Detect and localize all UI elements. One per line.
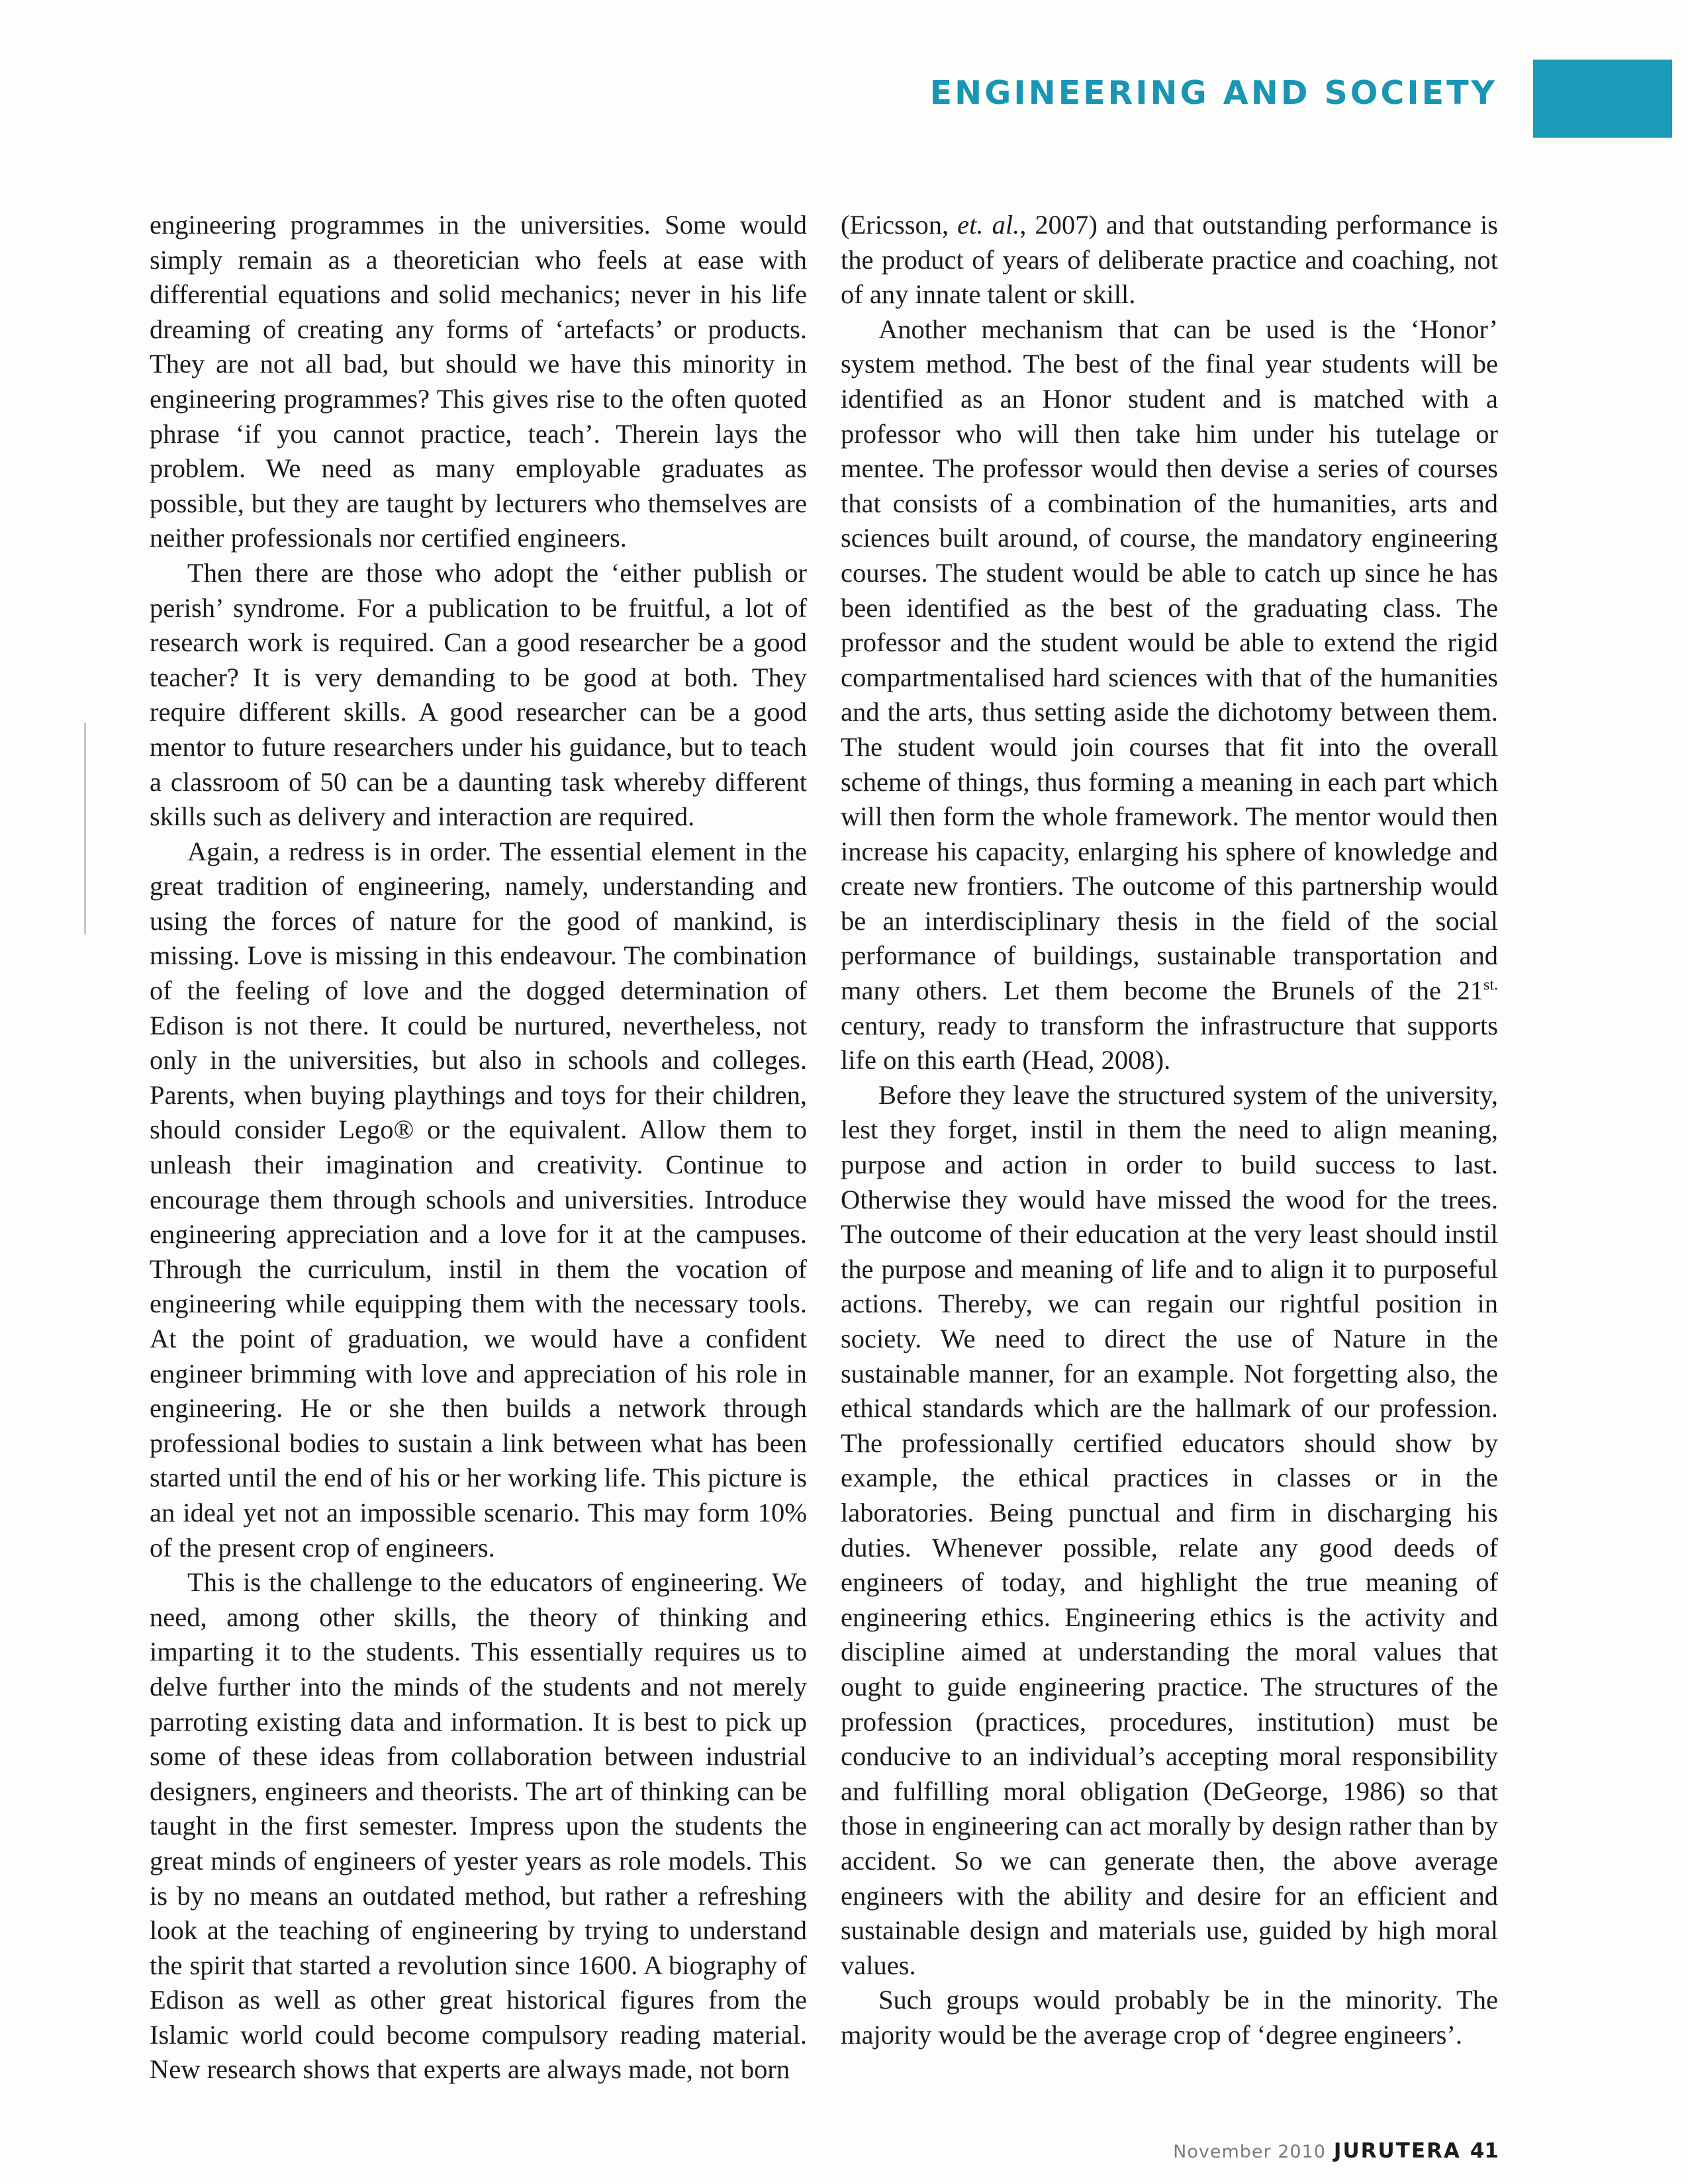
right-paragraph-2 — [841, 312, 1498, 1078]
right-paragraph-2-end: century, ready to transform the infrastructure that supports life on this earth (Head, 2008). — [841, 1010, 1498, 1075]
right-paragraph-3: Before they leave the structured system of the university, lest they forget, instil in them the need to align meaning, purpose and action in order to build success to last. Otherwise they would have missed the wood for the trees. The outcome of their education at the very least should instil the purpose and meaning of life and to align it to purposeful actions. Thereby, we can regain our rightful position in society. We need to direct the use of Nature in the sustainable manner, for an example. Not forgetting also, the ethical standards which are the hallmark of our profession. The professionally certified educators should show by example, the ethical practices in classes or in the laboratories. Being punctual and firm in discharging his duties. Whenever possible, relate any good deeds of engineers of today, and highlight the true meaning of engineering ethics. Engineering ethics is the activity and discipline aimed at understanding the moral values that ought to guide engineering practice. The structures of the profession (practices, procedures, institution) must be conducive to an individual’s accepting moral responsibility and fulfilling moral obligation (DeGeorge, 1986) so that those in engineering can act morally by design rather than by accident. So we can generate then, the above average engineers with the ability and desire for an efficient and sustainable design and materials use, guided by high moral values. — [841, 1079, 1498, 1980]
margin-mark — [84, 723, 86, 934]
section-color-tab — [1533, 60, 1672, 138]
left-paragraph-2: Then there are those who adopt the ‘either publish or perish’ syndrome. For a publication to be fruitful, a lot of research work is required. Can a good researcher be a good teacher? It is very demanding to be good at both. They require different skills. A good researcher can be a good mentor to future researchers under his guidance, but to teach a classroom of 50 can be a daunting task whereby different skills such as delivery and interaction are required. — [150, 557, 807, 832]
superscript-st: st. — [1483, 976, 1498, 994]
left-column — [150, 208, 807, 2087]
left-paragraph-1: engineering programmes in the universities. Some would simply remain as a theoretician who feels at ease with differential equations and solid mechanics; never in his life dreaming of creating any forms of ‘artefacts’ or products. They are not all bad, but should we have this minority in engineering programmes? This gives rise to the often quoted phrase ‘if you cannot practice, teach’. Therein lays the problem. We need as many employable graduates as possible, but they are taught by lecturers who themselves are neither professionals nor certified engineers. — [150, 210, 807, 553]
right-paragraph-1-end: , 2007) and that outstanding performance is the product of years of deliberate practice and coaching, not of any innate talent or skill. — [841, 210, 1498, 310]
magazine-name: JURUTERA — [1333, 2139, 1461, 2163]
right-paragraph-2-start: Another mechanism that can be used is the ‘Honor’ system method. The best of the final year students will be identified as an Honor student and is matched with a professor who will then take him under his tutelage or mentee. The professor would then devise a series of courses that consists of a combination of the humanities, arts and sciences built around, of course, the mandatory engineering courses. The student would be able to catch up since he has been identified as the best of the graduating class. The professor and the student would be able to extend the rigid compartmentalised hard sciences with that of the humanities and the arts, thus setting aside the dichotomy between them. The student would join courses that fit into the overall scheme of things, thus forming a meaning in each part which will then form the whole framework. The mentor would then increase his capacity, enlarging his sphere of knowledge and create new frontiers. The outcome of this partnership would be an interdisciplinary thesis in the field of the social performance of buildings, sustainable transportation and many others. Let them become the Brunels of the 21 — [841, 314, 1498, 1006]
right-paragraph-1-start: (Ericsson, — [841, 210, 958, 240]
right-paragraph-1 — [841, 208, 1498, 312]
page-footer — [1173, 2139, 1499, 2163]
right-paragraph-4: Such groups would probably be in the minority. The majority would be the average crop of ‘degree engineers’. — [841, 1985, 1498, 2050]
issue-date: November 2010 — [1173, 2142, 1326, 2162]
section-title: ENGINEERING AND SOCIETY — [929, 74, 1497, 112]
left-paragraph-3: Again, a redress is in order. The essential element in the great tradition of engineering, namely, understanding and using the forces of nature for the good of mankind, is missing. Love is missing in this endeavour. The combination of the feeling of love and the dogged determination of Edison is not there. It could be nurtured, nevertheless, not only in the universities, but also in schools and colleges. Parents, when buying playthings and toys for their children, should consider Lego® or the equivalent. Allow them to unleash their imagination and creativity. Continue to encourage them through schools and universities. Introduce engineering appreciation and a love for it at the campuses. Through the curriculum, instil in them the vocation of engineering while equipping them with the necessary tools. At the point of graduation, we would have a confident engineer brimming with love and appreciation of his role in engineering. He or she then builds a network through professional bodies to sustain a link between what has been started until the end of his or her working life. This picture is an ideal yet not an impossible scenario. This may form 10% of the present crop of engineers. — [150, 836, 807, 1563]
citation-et-al: et. al. — [957, 210, 1020, 240]
left-paragraph-4: This is the challenge to the educators of engineering. We need, among other skills, the theory of thinking and imparting it to the students. This essentially requires us to delve further into the minds of the students and not merely parroting existing data and information. It is best to pick up some of these ideas from collaboration between industrial designers, engineers and theorists. The art of thinking can be taught in the first semester. Impress upon the students the great minds of engineers of yester years as role models. This is by no means an outdated method, but rather a refreshing look at the teaching of engineering by trying to understand the spirit that started a revolution since 1600. A biography of Edison as well as other great historical figures from the Islamic world could become compulsory reading material. New research shows that experts are always made, not born — [150, 1567, 807, 2085]
right-column — [841, 208, 1498, 2052]
page-number: 41 — [1470, 2139, 1499, 2163]
